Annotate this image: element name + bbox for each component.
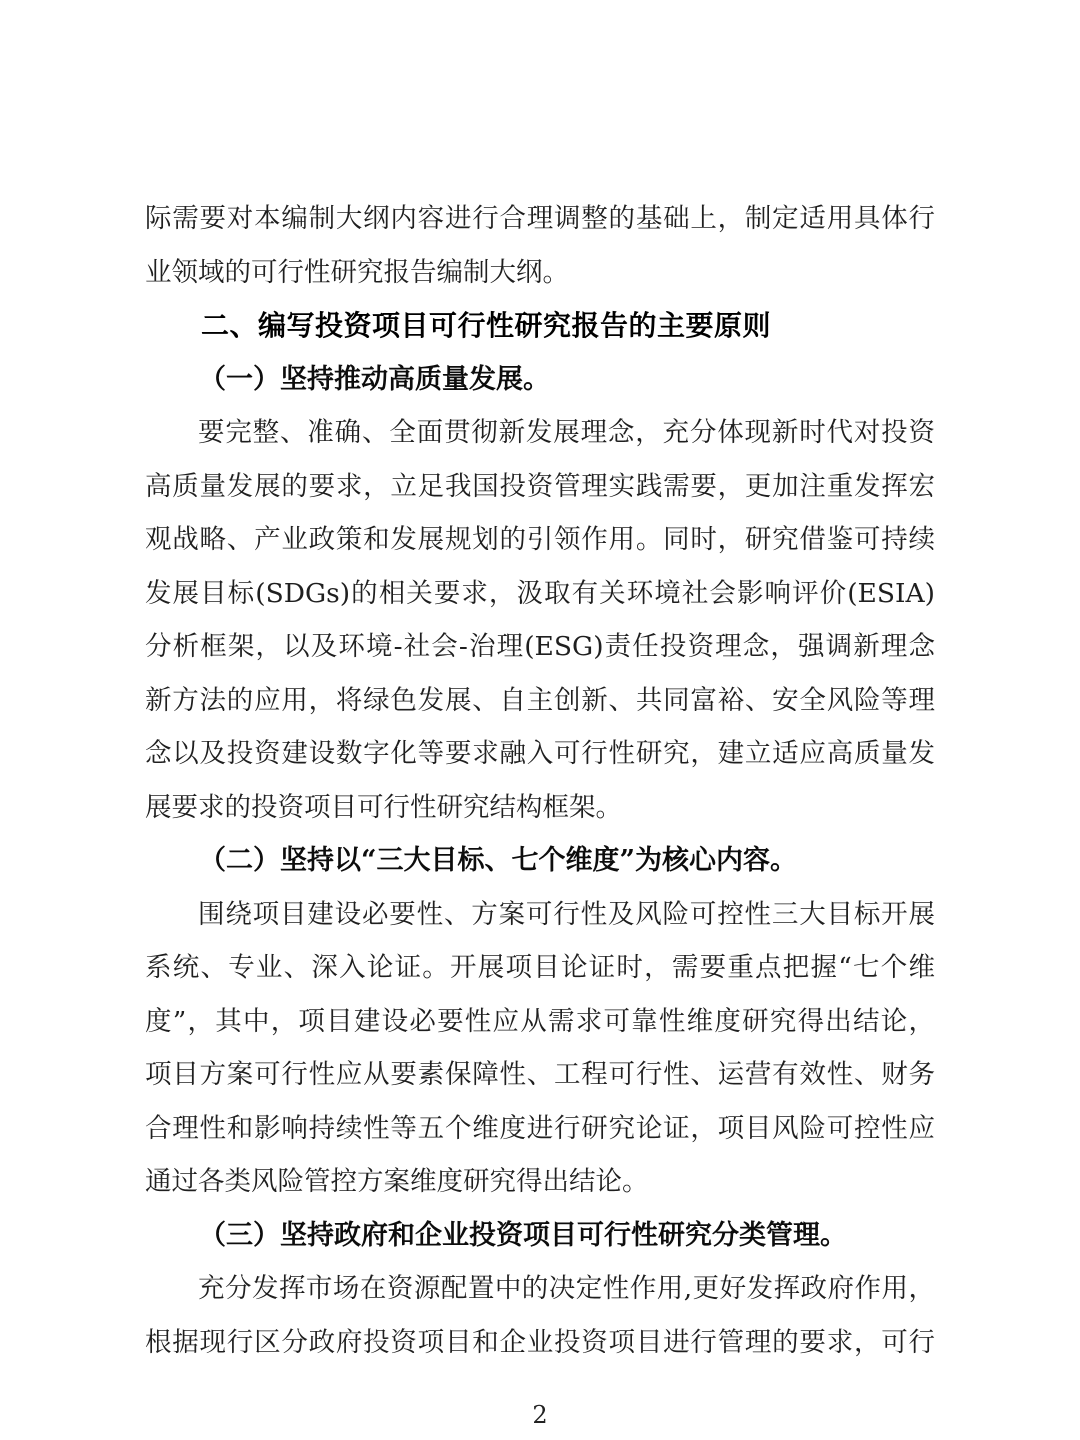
paragraph-line: 根据现行区分政府投资项目和企业投资项目进行管理的要求，可行 xyxy=(145,1326,935,1358)
paragraph-line: 观战略、产业政策和发展规划的引领作用。同时，研究借鉴可持续 xyxy=(145,524,935,555)
paragraph-line: 展要求的投资项目可行性研究结构框架。 xyxy=(145,791,622,823)
paragraph-line: 发展目标(SDGs)的相关要求，汲取有关环境社会影响评价(ESIA) xyxy=(145,577,935,609)
page-number: 2 xyxy=(532,1401,548,1429)
section-heading: 二、编写投资项目可行性研究报告的主要原则 xyxy=(201,309,772,342)
subsection-heading: （二）坚持以“三大目标、七个维度”为核心内容。 xyxy=(199,845,798,876)
paragraph-line: 要完整、准确、全面贯彻新发展理念，充分体现新时代对投资 xyxy=(198,417,935,448)
document-body xyxy=(145,192,935,1369)
paragraph-line: 高质量发展的要求，立足我国投资管理实践需要，更加注重发挥宏 xyxy=(145,470,935,502)
subsection-heading: （三）坚持政府和企业投资项目可行性研究分类管理。 xyxy=(199,1219,847,1251)
paragraph-line: 业领域的可行性研究报告编制大纲。 xyxy=(145,256,569,288)
paragraph-line: 项目方案可行性应从要素保障性、工程可行性、运营有效性、财务 xyxy=(145,1059,935,1090)
paragraph-line: 通过各类风险管控方案维度研究得出结论。 xyxy=(145,1166,649,1197)
paragraph-line: 围绕项目建设必要性、方案可行性及风险可控性三大目标开展 xyxy=(198,898,935,930)
paragraph-line: 际需要对本编制大纲内容进行合理调整的基础上，制定适用具体行 xyxy=(145,203,935,234)
paragraph-line: 度”，其中，项目建设必要性应从需求可靠性维度研究得出结论， xyxy=(145,1005,935,1037)
paragraph-line: 系统、专业、深入论证。开展项目论证时，需要重点把握“七个维 xyxy=(145,952,935,983)
paragraph-line: 合理性和影响持续性等五个维度进行研究论证，项目风险可控性应 xyxy=(145,1112,935,1144)
paragraph-line: 念以及投资建设数字化等要求融入可行性研究，建立适应高质量发 xyxy=(145,738,935,769)
paragraph-line: 分析框架，以及环境-社会-治理(ESG)责任投资理念，强调新理念 xyxy=(145,631,935,662)
subsection-heading: （一）坚持推动高质量发展。 xyxy=(199,363,550,395)
paragraph-line: 新方法的应用，将绿色发展、自主创新、共同富裕、安全风险等理 xyxy=(145,684,935,716)
paragraph-line: 充分发挥市场在资源配置中的决定性作用,更好发挥政府作用， xyxy=(198,1273,935,1304)
